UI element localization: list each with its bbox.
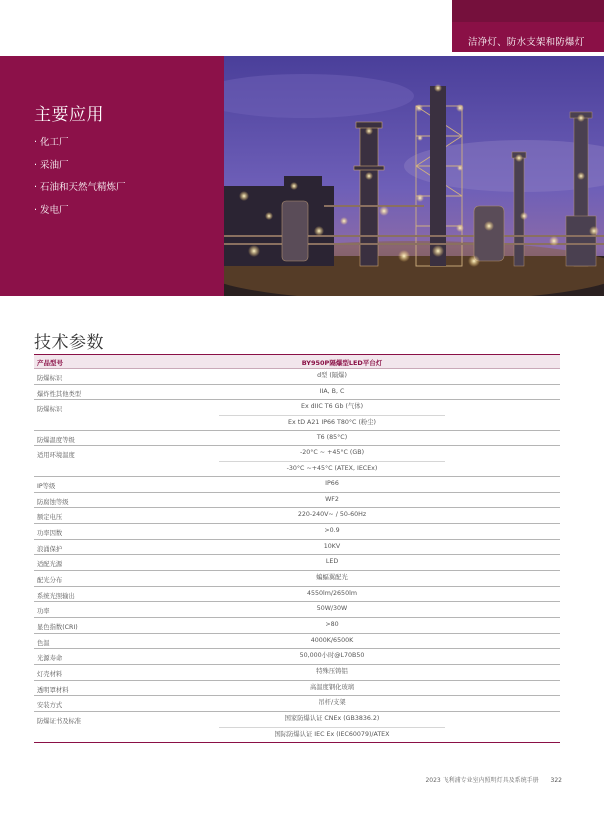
spec-value: LED [325,558,339,566]
spec-row [34,712,560,742]
spec-label: 防爆证书及标准 [37,718,82,726]
spec-value: 吊杆/支架 [318,699,346,707]
spec-values [219,493,445,508]
spec-row [34,602,560,618]
spec-row [34,369,560,385]
spec-row [34,696,560,712]
spec-label: 防腐蚀等级 [37,498,69,506]
spec-values [219,602,445,617]
spec-label: 浪涌保护 [37,545,63,553]
spec-values [219,696,445,711]
specs-header-row [34,354,560,369]
spec-values [219,712,445,741]
spec-value: 高温度钢化玻璃 [309,683,355,691]
spec-value: WF2 [325,495,339,503]
spec-value: 50W/30W [316,605,348,613]
application-item: · 化工厂 [34,136,126,159]
spec-values [219,431,445,446]
spec-row [34,400,560,430]
section-header-tab [452,0,604,52]
spec-value: 国家防爆认证 CNEx (GB3836.2) [284,715,380,723]
spec-row [34,555,560,571]
spec-row [34,477,560,493]
header-rule [452,52,604,54]
spec-values [219,618,445,633]
applications-title: 主要应用 [34,105,104,125]
spec-values [219,524,445,539]
spec-value: 220-240V~ / 50-60Hz [297,511,367,519]
spec-value: 50,000小时@L70B50 [299,652,365,660]
spec-label: 额定电压 [37,514,63,522]
spec-value: 特殊压铸铝 [316,668,348,676]
spec-values [219,508,445,523]
spec-label: 系统光照输出 [37,592,75,600]
spec-value: 国际防爆认证 IEC Ex (IEC60079)/ATEX [219,727,445,742]
page-number: 322 [550,777,562,784]
spec-row [34,446,560,476]
spec-row [34,540,560,556]
spec-values [219,385,445,400]
header-top-strip [452,0,604,22]
spec-label: 适配光源 [37,561,63,569]
spec-values [219,665,445,680]
spec-label: 光源寿命 [37,655,63,663]
spec-values [219,477,445,492]
spec-values [219,400,445,429]
spec-value: >80 [325,621,339,628]
spec-row [34,571,560,587]
spec-value: >0.9 [324,526,340,534]
spec-value: 蝙蝠翼配光 [316,573,348,581]
spec-value: 4550lm/2650lm [307,589,357,597]
application-item: · 发电厂 [34,204,126,227]
spec-label: 灯壳材料 [37,671,63,679]
spec-label: 配光分布 [37,576,63,584]
refinery-photo [224,56,604,296]
page-footer [425,775,562,784]
spec-values [219,681,445,696]
spec-values [219,649,445,664]
catalog-name: 2023 飞利浦专业室内照明灯具及系统手册 [425,777,539,784]
application-item: · 采油厂 [34,159,126,182]
specs-title: 技术参数 [34,333,104,353]
spec-value: 10KV [323,542,341,550]
spec-label: 安装方式 [37,702,63,710]
spec-row [34,493,560,509]
spec-row [34,431,560,447]
spec-label: 色温 [37,639,50,647]
spec-value: Ex dIIC T6 Gb (气体) [300,403,364,411]
spec-values [219,587,445,602]
spec-value: T6 (85°C) [316,433,348,441]
spec-value: Ex tD A21 IP66 T80°C (粉尘) [219,415,445,430]
specs-header-value: BY950P隔爆型LED平台灯 [301,359,383,367]
spec-value: -30°C ~+45°C (ATEX, IECEx) [219,461,445,476]
spec-label: 适用环境温度 [37,452,75,460]
spec-label: 透明罩材料 [37,686,69,694]
application-item: · 石油和天然气精炼厂 [34,181,126,204]
applications-panel [0,56,224,296]
spec-value: -20°C ~ +45°C (GB) [299,449,365,457]
spec-label: 防爆温度等级 [37,436,75,444]
spec-values [219,571,445,586]
hero-section [0,56,604,296]
spec-label: 防爆标识 [37,406,63,414]
spec-values [219,634,445,649]
spec-values [219,446,445,475]
spec-value: 4000K/6500K [310,636,354,644]
spec-row [34,665,560,681]
spec-label: IP等级 [37,482,56,490]
spec-value: IP66 [325,479,339,487]
spec-values [219,555,445,570]
specs-table [34,369,560,743]
spec-values [219,369,445,384]
spec-row [34,508,560,524]
applications-list [34,136,126,226]
spec-values [219,540,445,555]
spec-row [34,634,560,650]
spec-label: 功率因数 [37,529,63,537]
spec-row [34,587,560,603]
spec-row [34,649,560,665]
spec-label: 功率 [37,608,50,616]
spec-value: IIA, B, C [319,387,345,395]
spec-label: 爆炸性其他类型 [37,390,82,398]
spec-row [34,681,560,697]
spec-value: d型 (隔爆) [317,372,347,379]
spec-label: 防爆标识 [37,375,63,382]
spec-row [34,385,560,401]
spec-row [34,618,560,634]
spec-label: 显色指数(CRI) [37,624,78,631]
specs-header-label: 产品型号 [37,359,63,367]
spec-row [34,524,560,540]
section-title: 洁净灯、防水支架和防爆灯 [468,37,585,48]
